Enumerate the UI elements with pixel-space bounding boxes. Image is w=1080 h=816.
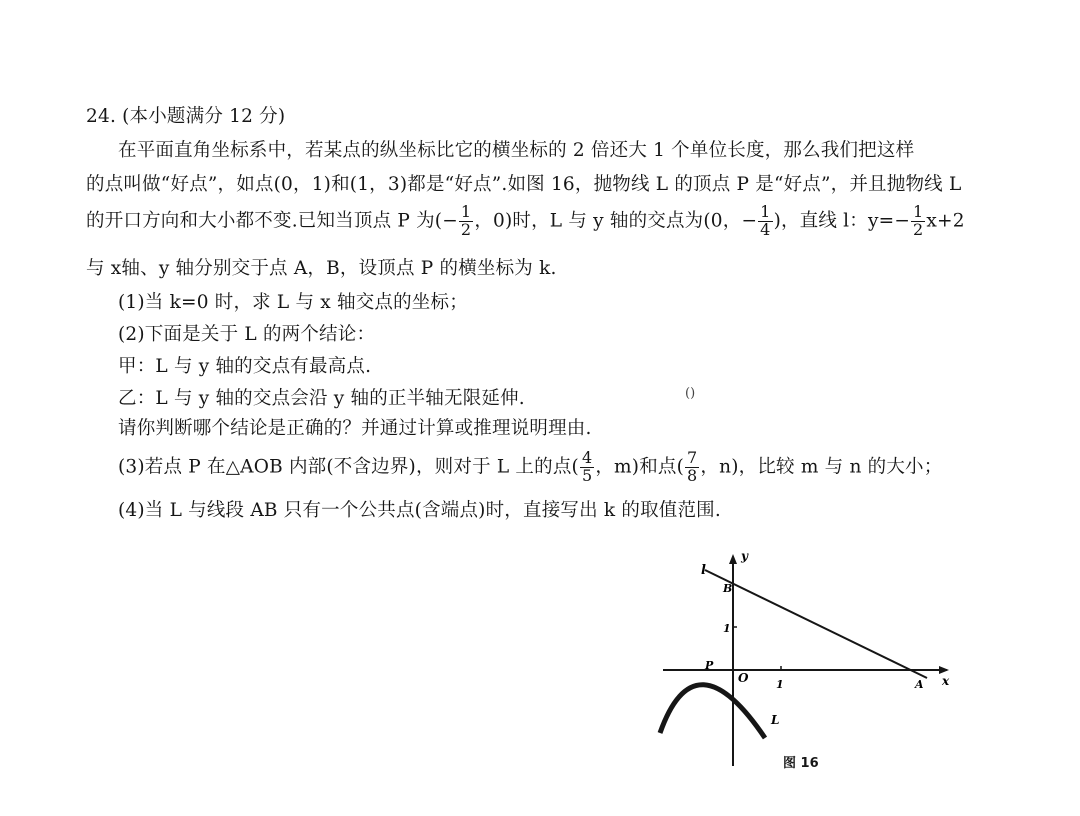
fraction-four-fifths bbox=[580, 450, 594, 485]
label-tick-x1: 1 bbox=[776, 678, 784, 691]
line3-part2: ，0)时，L 与 y 轴的交点为(0，− bbox=[474, 210, 758, 232]
figure-caption: 图 16 bbox=[783, 756, 819, 771]
question-1: (1)当 k=0 时，求 L 与 x 轴交点的坐标； bbox=[118, 292, 468, 313]
label-line-l: l bbox=[701, 563, 706, 578]
question-4: (4)当 L 与线段 AB 只有一个公共点(含端点)时，直接写出 k 的取值范围. bbox=[118, 500, 721, 521]
intro-line-1: 在平面直角坐标系中，若某点的纵坐标比它的横坐标的 2 倍还大 1 个单位长度，那么我们把这样 bbox=[118, 140, 915, 161]
label-x-axis: x bbox=[942, 674, 950, 688]
fraction-denominator: 2 bbox=[460, 219, 472, 239]
label-y-axis: y bbox=[741, 549, 748, 563]
judge-instruction: 请你判断哪个结论是正确的？并通过计算或推理说明理由. bbox=[118, 418, 592, 439]
intro-line-2: 的点叫做“好点”，如点(0，1)和(1，3)都是“好点”.如图 16，抛物线 L 的顶点 P 是“好点”，并且抛物线 L bbox=[86, 174, 962, 195]
fraction-denominator: 5 bbox=[581, 465, 593, 485]
line3-part3: )，直线 l：y=− bbox=[773, 210, 911, 232]
question-3 bbox=[118, 450, 942, 485]
fraction-numerator: 7 bbox=[687, 448, 698, 467]
y-axis-arrow bbox=[729, 554, 737, 564]
fraction-numerator: 1 bbox=[760, 202, 771, 221]
q3-part1: (3)若点 P 在△AOB 内部(不含边界)，则对于 L 上的点( bbox=[118, 456, 579, 478]
label-origin: O bbox=[738, 671, 749, 685]
stray-mark: () bbox=[685, 386, 696, 401]
fraction-numerator: 1 bbox=[460, 202, 472, 221]
fraction-denominator: 2 bbox=[913, 219, 924, 239]
conclusion-yi: 乙：L 与 y 轴的交点会沿 y 轴的正半轴无限延伸. bbox=[118, 388, 525, 409]
label-point-P: P bbox=[705, 659, 714, 672]
fraction-numerator: 4 bbox=[581, 448, 593, 467]
fraction-neg-quarter bbox=[758, 204, 772, 239]
label-tick-y1: 1 bbox=[723, 622, 731, 635]
conclusion-jia: 甲：L 与 y 轴的交点有最高点. bbox=[118, 356, 372, 377]
fraction-seven-eighths bbox=[685, 450, 699, 485]
label-parabola-L: L bbox=[771, 713, 780, 727]
x-axis-arrow bbox=[939, 666, 949, 674]
fraction-numerator: 1 bbox=[913, 202, 924, 221]
label-point-A: A bbox=[915, 678, 924, 691]
figure-16 bbox=[655, 548, 955, 778]
question-2: (2)下面是关于 L 的两个结论： bbox=[118, 324, 376, 345]
fraction-denominator: 4 bbox=[760, 219, 771, 239]
problem-header: 24. (本小题满分 12 分) bbox=[86, 106, 286, 127]
intro-line-3 bbox=[86, 204, 965, 239]
fraction-neg-half bbox=[459, 204, 473, 239]
q3-part2: ，m)和点( bbox=[595, 456, 685, 478]
q3-part3: ，n)，比较 m 与 n 的大小； bbox=[700, 456, 943, 478]
parabola-L bbox=[660, 685, 765, 738]
line-l bbox=[705, 570, 927, 678]
label-point-B: B bbox=[723, 582, 733, 595]
fraction-denominator: 8 bbox=[687, 465, 698, 485]
fraction-slope bbox=[911, 204, 925, 239]
line3-part4: x+2 bbox=[926, 210, 965, 232]
line3-part1: 的开口方向和大小都不变.已知当顶点 P 为(− bbox=[86, 210, 458, 232]
intro-line-4: 与 x轴、y 轴分别交于点 A，B，设顶点 P 的横坐标为 k. bbox=[86, 258, 557, 279]
